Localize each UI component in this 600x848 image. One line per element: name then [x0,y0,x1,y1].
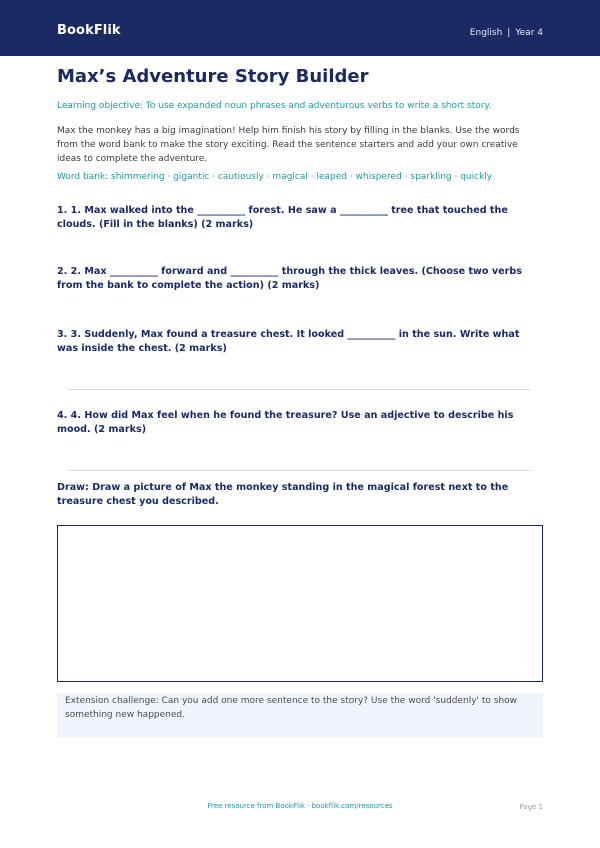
brand-logo-text: BookFlik [57,23,121,38]
footer-source: Free resource from BookFlik · bookflik.com/resources [207,802,393,810]
question-1: 1. 1. Max walked into the __________ forest. He saw a __________ tree that touched the clouds. (Fill in the blanks) (2 marks) [57,205,508,230]
answer-line [68,470,531,471]
question-2: 2. 2. Max __________ forward and __________ through the thick leaves. (Choose two verbs from the bank to complete the action) (2 marks) [57,266,522,291]
year-label: Year 4 [515,28,543,38]
question-4: 4. 4. How did Max feel when he found the treasure? Use an adjective to describe his mood. (2 marks) [57,410,514,435]
header-bar [0,0,600,56]
question-3: 3. 3. Suddenly, Max found a treasure chest. It looked __________ in the sun. Write what was inside the chest. (2 marks) [57,329,520,354]
learning-objective: Learning objective: To use expanded noun phrases and adventurous verbs to write a short story. [57,101,492,111]
separator: | [507,28,511,38]
worksheet-title: Max’s Adventure Story Builder [57,66,369,87]
subject-year-label [470,28,543,38]
drawing-area[interactable] [57,525,543,682]
word-bank: Word bank: shimmering · gigantic · cautiously · magical · leaped · whispered · sparkling · quickly [57,172,493,182]
extension-challenge: Extension challenge: Can you add one more sentence to the story? Use the word 'suddenly' to show something new happened. [57,693,543,737]
subject-label: English [469,28,503,38]
intro-paragraph: Max the monkey has a big imagination! Help him finish his story by filling in the blanks. Use the words from the word bank to make the story exciting. Read the sentence starters and add your own creative ideas to complete the adventure. [57,126,520,164]
draw-prompt: Draw: Draw a picture of Max the monkey standing in the magical forest next to the treasure chest you described. [57,482,509,507]
answer-line [68,389,531,390]
page-number: Page 1 [519,803,543,811]
